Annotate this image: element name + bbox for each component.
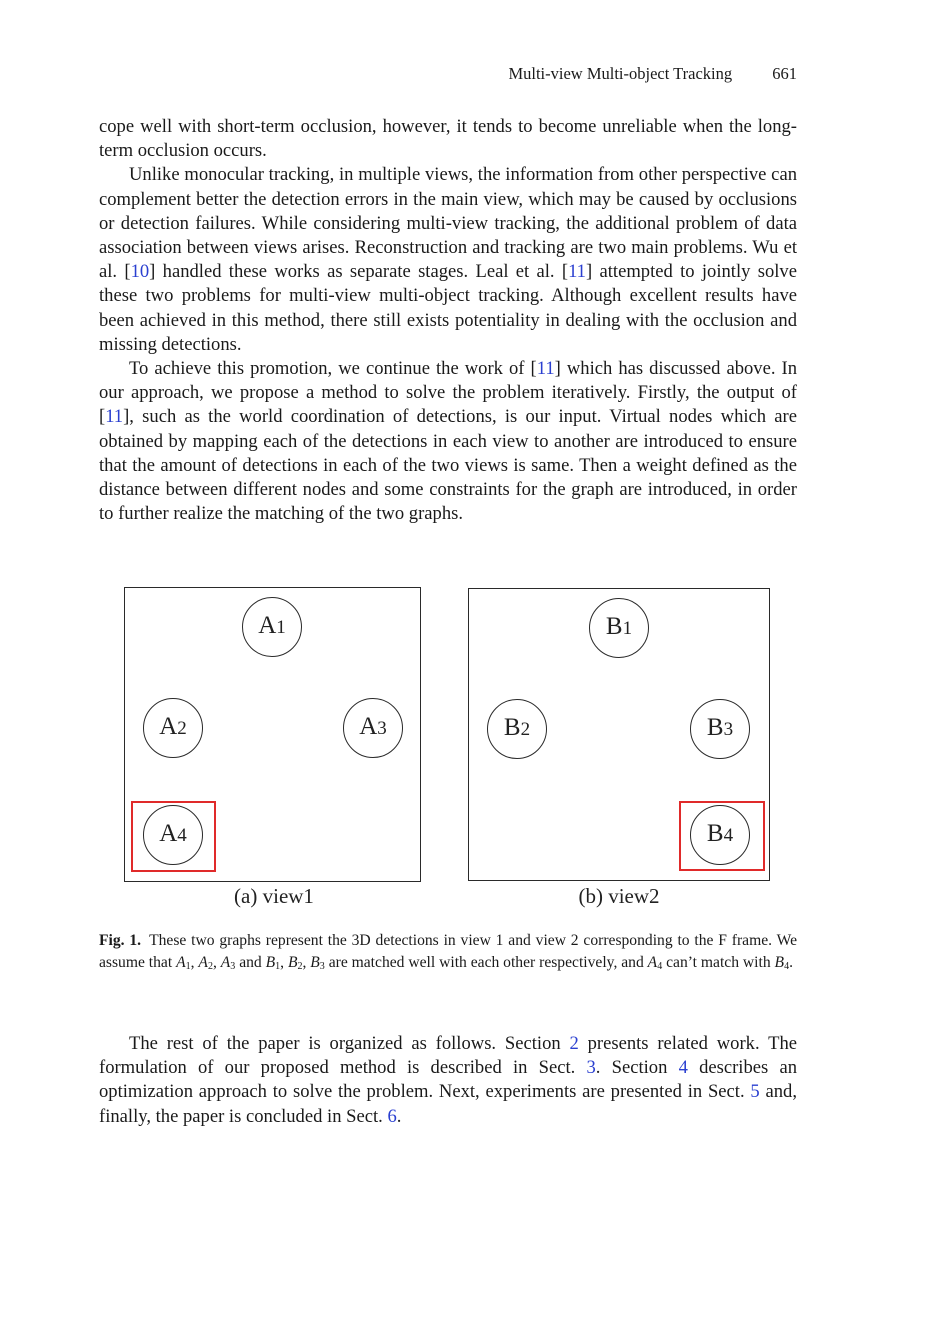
paragraph-text: ] attempted to jointly solve these two problems for multi-view multi-object tracking. Although excellent results have been achieved in this method, there still exists potentiality in dealing with the occlusion and missing detections. [99, 261, 797, 355]
paragraph-text: cope well with short-term occlusion, however, it tends to become unreliable when the long-term occlusion occurs. [99, 116, 797, 162]
paragraph-text: . Section [595, 1057, 679, 1079]
reference-link[interactable]: 4 [678, 1057, 688, 1079]
reference-link[interactable]: 11 [568, 261, 586, 283]
body-text-top [99, 115, 797, 526]
node-a2: A2 [143, 698, 203, 758]
paragraph-text: To achieve this promotion, we continue the work of [ [129, 358, 537, 380]
node-a1: A1 [242, 597, 302, 657]
node-a3: A3 [343, 698, 403, 758]
paragraph [99, 1032, 797, 1129]
node-b4: B4 [690, 805, 750, 865]
reference-link[interactable]: 2 [569, 1033, 579, 1054]
paragraph-text: ] handled these works as separate stages. Leal et al. [ [149, 261, 569, 283]
figure-label: Fig. 1. [99, 932, 142, 949]
reference-link[interactable]: 6 [387, 1105, 397, 1127]
running-head [99, 64, 797, 84]
figure-caption: Fig. 1. These two graphs represent the 3D detections in view 1 and view 2 corresponding to the F frame. We assume that $A_1$, $A_2$, $A_3$ and $B_1$, $B_2$, $B_3$ are matched well with each other respectively, and $A_4$ can’t match with $B_4$. [99, 932, 797, 972]
paragraph [99, 163, 797, 357]
highlight-box-b4 [679, 801, 765, 871]
paragraph-text: and, finally, the paper is concluded in Sect. [99, 1081, 797, 1127]
subcaption-view2: (b) view2 [578, 884, 660, 908]
paragraph-text: ], such as the world coordination of detections, is our input. Virtual nodes which are obtained by mapping each of the detections in each view to another are introduced to ensure that the amount of detections in each of the two views is same. Then a weight defined as the distance between different nodes and some constraints for the graph are introduced, in order to further realize the matching of the two graphs. [99, 406, 797, 525]
paragraph-text: Unlike monocular tracking, in multiple views, the information from other perspective can complement better the detection errors in the main view, which may be caused by occlusions or detection failures. While considering multi-view tracking, the additional problem of data association between views arises. Reconstruction and tracking are two main problems. Wu et al. [ [99, 164, 797, 283]
reference-link[interactable]: 5 [750, 1081, 760, 1103]
paragraph-text: . [396, 1105, 402, 1127]
subcaption-view1: (a) view1 [234, 884, 314, 908]
body-text-bottom [99, 1032, 797, 1129]
page-number: 661 [772, 64, 797, 83]
node-b2: B2 [487, 699, 547, 759]
reference-link[interactable]: 11 [536, 358, 555, 380]
node-b1: B1 [589, 598, 649, 658]
node-a4: A4 [143, 805, 203, 865]
paragraph-text: The rest of the paper is organized as follows. Section [129, 1033, 570, 1054]
view1-panel [124, 587, 421, 882]
running-title: Multi-view Multi-object Tracking [508, 64, 733, 83]
node-b3: B3 [690, 699, 750, 759]
reference-link[interactable]: 10 [130, 261, 150, 283]
reference-link[interactable]: 3 [586, 1057, 596, 1079]
highlight-box-a4 [131, 801, 216, 872]
paragraph [99, 115, 797, 163]
paragraph [99, 357, 797, 526]
paragraph-text: ] which has discussed above. In our approach, we propose a method to solve the problem iteratively. Firstly, the output of [ [99, 358, 798, 428]
reference-link[interactable]: 11 [105, 406, 124, 428]
view2-panel [468, 588, 770, 881]
paragraph-text: describes an optimization approach to solve the problem. Next, experiments are presented in Sect. [99, 1057, 798, 1103]
paragraph-text: presents related work. The formulation of our proposed method is described in Sect. [99, 1033, 797, 1079]
